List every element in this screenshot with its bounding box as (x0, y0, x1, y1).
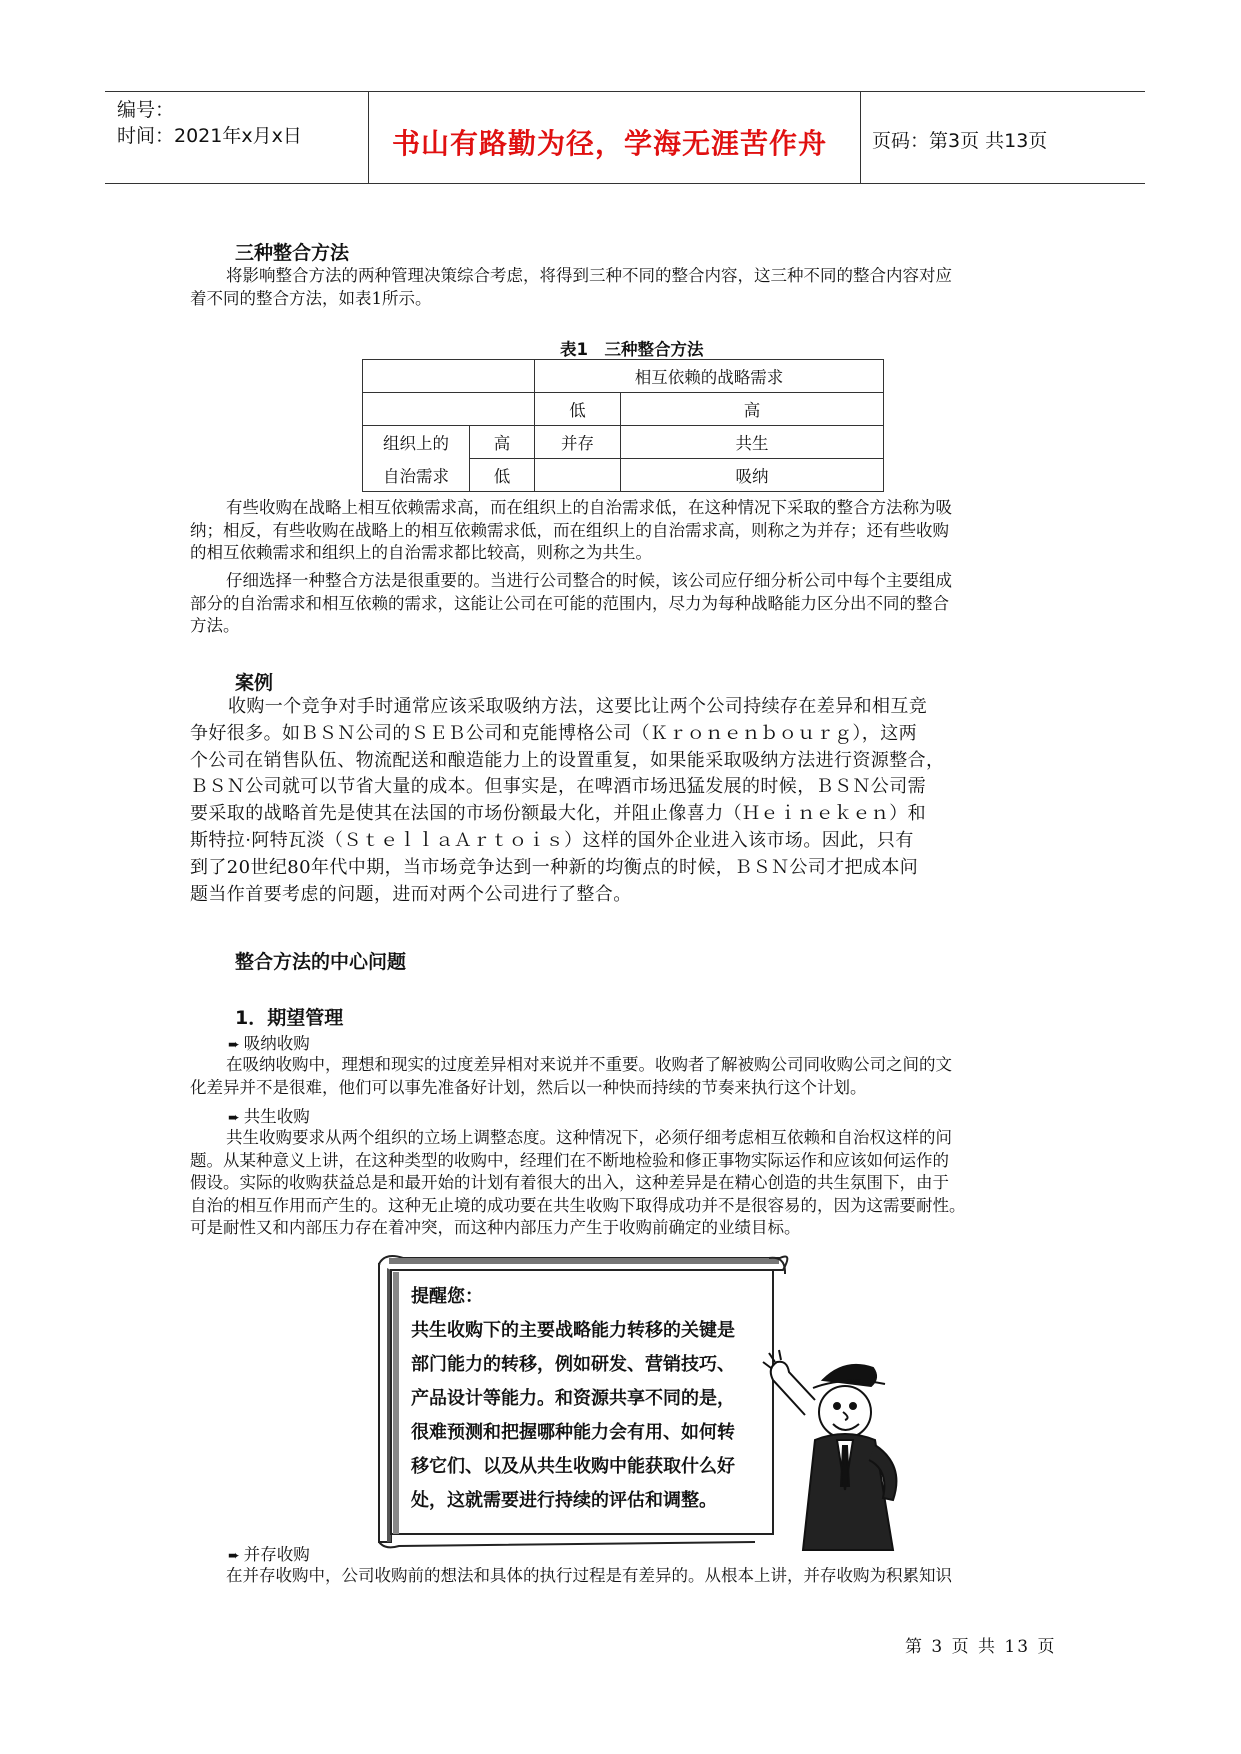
body-line: 有些收购在战略上相互依赖需求高，而在组织上的自治需求低，在这种情况下采取的整合方法称为吸 (226, 498, 952, 517)
reminder-scroll (375, 1250, 915, 1555)
arrow-right-icon: ➨ (228, 1548, 240, 1564)
table-corner-cell (363, 360, 535, 393)
reminder-line: 部门能力的转移，例如研发、营销技巧、 (411, 1354, 735, 1375)
table-row-low: 低 (470, 459, 535, 492)
case-line: 要采取的战略首先是使其在法国的市场份额最大化，并阻止像喜力（Ｈｅｉｎｅｋｅｎ）和 (190, 803, 926, 825)
section1-intro (190, 265, 1060, 310)
bullet-label: 共生收购 (243, 1107, 310, 1126)
case-line: ＢＳＮ公司就可以节省大量的成本。但事实是，在啤酒市场迅猛发展的时候，ＢＳＮ公司需 (190, 776, 926, 798)
arrow-right-icon: ➨ (228, 1110, 240, 1126)
table-col-group-header: 相互依赖的战略需求 (535, 360, 884, 393)
table-caption: 表1 三种整合方法 (560, 340, 704, 359)
body-line: 可是耐性又和内部压力存在着冲突，而这种内部压力产生于收购前确定的业绩目标。 (190, 1218, 801, 1237)
case-body (190, 694, 1070, 908)
table-cell-absorption: 吸纳 (621, 459, 884, 492)
body-line: 部分的自治需求和相互依赖的需求，这能让公司在可能的范围内，尽力为每种战略能力区分出不同的整合 (190, 593, 949, 613)
header-time-label: 时间：2021年x月x日 (117, 125, 302, 147)
body-line: 在并存收购中，公司收购前的想法和具体的执行过程是有差异的。从根本上讲，并存收购为积累知识 (226, 1566, 952, 1585)
table-col-high: 高 (621, 393, 884, 426)
bullet-coexistence (228, 1541, 310, 1565)
body-line: 共生收购要求从两个组织的立场上调整态度。这种情况下，必须仔细考虑相互依赖和自治权这样的问 (226, 1128, 952, 1147)
bullet-label: 吸纳收购 (243, 1034, 310, 1053)
table-empty-cell (363, 393, 535, 426)
header-top-rule (105, 91, 1145, 92)
section1-paragraph-1 (190, 497, 1060, 565)
reminder-title: 提醒您： (411, 1286, 483, 1307)
body-line: 方法。 (190, 616, 240, 635)
case-title: 案例 (235, 672, 274, 694)
body-line: 化差异并不是很难，他们可以事先准备好计划，然后以一种快而持续的节奏来执行这个计划。 (190, 1077, 867, 1097)
footer-page-number: 第 3 页 共 13 页 (905, 1637, 1057, 1657)
section1-paragraph-2 (190, 570, 1060, 638)
body-line: 仔细选择一种整合方法是很重要的。当进行公司整合的时候，该公司应仔细分析公司中每个主要组成 (226, 571, 952, 590)
table-row-group-label-1: 组织上的 (363, 426, 470, 459)
table-cell-empty (535, 459, 621, 492)
bullet-symbiosis (228, 1103, 310, 1127)
integration-methods-table (362, 359, 884, 492)
header-page-label: 页码：第3页 共13页 (872, 130, 1048, 152)
body-line: 纳；相反，有些收购在战略上的相互依赖需求低，而在组织上的自治需求高，则称之为并存；还有些收购 (190, 520, 949, 540)
case-line: 到了20世纪80年代中期，当市场竞争达到一种新的均衡点的时候，ＢＳＮ公司才把成本问 (190, 856, 919, 878)
coexistence-paragraph (190, 1565, 1060, 1588)
table-row-group-label-2: 自治需求 (363, 459, 470, 492)
body-line: 自治的相互作用而产生的。这种无止境的成功要在共生收购下取得成功并不是很容易的，因为这需要耐性。 (190, 1195, 966, 1215)
body-line: 题。从某种意义上讲，在这种类型的收购中，经理们在不断地检验和修正事物实际运作和应该如何运作的 (190, 1150, 949, 1170)
case-line: 争好很多。如ＢＳＮ公司的ＳＥＢ公司和克能博格公司（Ｋｒｏｎｅｎｂｏｕｒｇ），这两 (190, 722, 917, 744)
case-line: 题当作首要考虑的问题，进而对两个公司进行了整合。 (190, 883, 632, 905)
absorption-paragraph (190, 1054, 1060, 1099)
case-line: 斯特拉·阿特瓦淡（ＳｔｅｌｌａＡｒｔｏｉｓ）这样的国外企业进入该市场。因此，只有 (190, 829, 914, 851)
symbiosis-paragraph (190, 1127, 1070, 1240)
header-motto: 书山有路勤为径，学海无涯苦作舟 (392, 127, 828, 160)
bullet-absorption (228, 1030, 310, 1054)
body-line: 在吸纳收购中，理想和现实的过度差异相对来说并不重要。收购者了解被购公司同收购公司之间的文 (226, 1055, 952, 1074)
table-col-low: 低 (535, 393, 621, 426)
subsection-expectation-management: 1．期望管理 (235, 1007, 344, 1029)
bullet-label: 并存收购 (243, 1545, 310, 1564)
header-bottom-rule (105, 183, 1145, 184)
intro-line: 着不同的整合方法，如表1所示。 (190, 288, 432, 308)
reminder-body (411, 1314, 771, 1518)
body-line: 假设。实际的收购获益总是和最开始的计划有着很大的出入，这种差异是在精心创造的共生氛围下，由于 (190, 1173, 949, 1192)
reminder-line: 很难预测和把握哪种能力会有用、如何转 (411, 1422, 735, 1443)
section-title-integration-methods: 三种整合方法 (235, 242, 350, 264)
table-row-high: 高 (470, 426, 535, 459)
arrow-right-icon: ➨ (228, 1037, 240, 1053)
section-title-central-issues: 整合方法的中心问题 (235, 951, 407, 973)
intro-line: 将影响整合方法的两种管理决策综合考虑，将得到三种不同的整合内容，这三种不同的整合内容对应 (226, 266, 952, 285)
reminder-line: 共生收购下的主要战略能力转移的关键是 (411, 1320, 735, 1341)
table-cell-symbiosis: 共生 (621, 426, 884, 459)
header-number-label: 编号： (117, 99, 175, 121)
table-cell-coexist: 并存 (535, 426, 621, 459)
body-line: 的相互依赖需求和组织上的自治需求都比较高，则称之为共生。 (190, 543, 652, 562)
case-line: 收购一个竞争对手时通常应该采取吸纳方法，这要比让两个公司持续存在差异和相互竞 (228, 696, 928, 717)
reminder-line: 处，这就需要进行持续的评估和调整。 (411, 1490, 717, 1511)
reminder-line: 产品设计等能力。和资源共享不同的是， (411, 1388, 735, 1409)
reminder-line: 移它们、以及从共生收购中能获取什么好 (411, 1456, 735, 1477)
header-divider-right (860, 91, 861, 183)
case-line: 个公司在销售队伍、物流配送和酿造能力上的设置重复，如果能采取吸纳方法进行资源整合， (190, 749, 945, 771)
header-divider-left (368, 91, 369, 183)
